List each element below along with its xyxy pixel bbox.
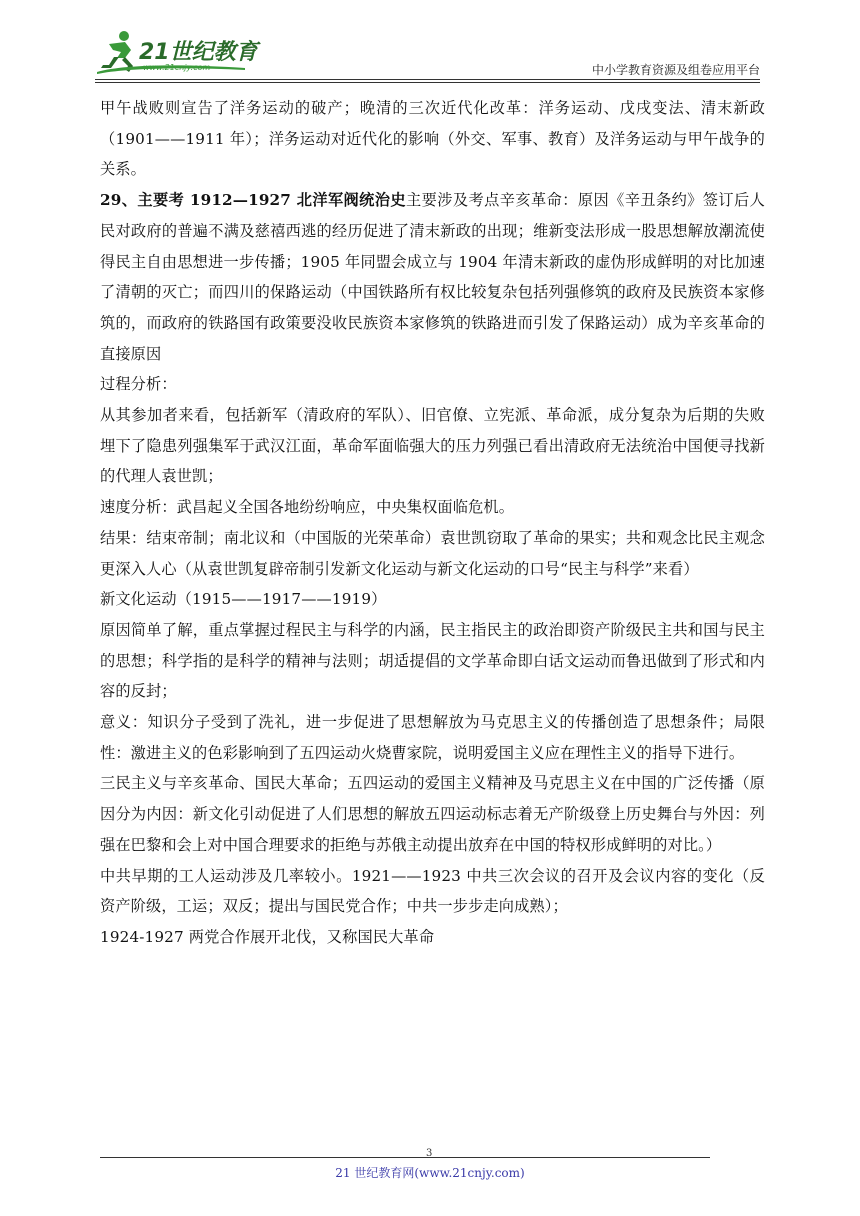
paragraph: 过程分析： bbox=[100, 375, 177, 394]
paragraph: 甲午战败则宣告了洋务运动的破产；晚清的三次近代化改革：洋务运动、戊戌变法、清末新政（1901——1911 年）；洋务运动对近代化的影响（外交、军事、教育）及洋务运动与甲午战争的关系。 bbox=[100, 99, 765, 179]
header-divider bbox=[95, 79, 760, 80]
paragraph: 速度分析：武昌起义全国各地纷纷响应，中央集权面临危机。 bbox=[100, 498, 515, 517]
page-header bbox=[95, 28, 760, 80]
logo-text: 21世纪教育 bbox=[139, 40, 258, 65]
section-heading: 29、主要考 1912—1927 北洋军阀统治史 bbox=[100, 191, 407, 210]
paragraph: 中共早期的工人运动涉及几率较小。1921——1923 中共三次会议的召开及会议内容的变化（反资产阶级，工运；双反；提出与国民党合作；中共一步步走向成熟）； bbox=[100, 866, 765, 916]
page-number: 3 bbox=[426, 1148, 433, 1159]
paragraph: 新文化运动（1915——1917——1919） bbox=[100, 590, 387, 609]
paragraph: 结果：结束帝制；南北议和（中国版的光荣革命）袁世凯窃取了革命的果实；共和观念比民主观念更深入人心（从袁世凯复辟帝制引发新文化运动与新文化运动的口号“民主与科学”来看） bbox=[100, 528, 765, 578]
header-divider-thin bbox=[95, 82, 760, 83]
footer-divider bbox=[100, 1157, 710, 1158]
paragraph: 意义：知识分子受到了洗礼，进一步促进了思想解放为马克思主义的传播创造了思想条件；局限性：激进主义的色彩影响到了五四运动火烧曹家院，说明爱国主义应在理性主义的指导下进行。 bbox=[100, 713, 765, 762]
footer-link[interactable]: 21 世纪教育网(www.21cnjy.com) bbox=[335, 1166, 525, 1180]
header-platform-name: 中小学教育资源及组卷应用平台 bbox=[591, 63, 760, 77]
paragraph-text: 主要涉及考点辛亥革命：原因《辛丑条约》签订后人民对政府的普遍不满及慈禧西逃的经历促进了清末新政的出现；维新变法形成一股思想解放潮流使得民主自由思想进一步传播；1905 年同盟会成立与 1904 年清末新政的虚伪形成鲜明的对比加速了清朝的灭亡；而四川的保路运动（中国铁路所有权比较复杂包括列强修筑的政府及民族资本家修筑的，而政府的铁路国有政策要没收民族资本家修筑的铁路进而引发了保路运动）成为辛亥革命的直接原因 bbox=[100, 191, 765, 363]
logo-url: www.21cnjy.com bbox=[143, 63, 211, 72]
paragraph-section-29 bbox=[100, 185, 765, 369]
paragraph: 原因简单了解，重点掌握过程民主与科学的内涵，民主指民主的政治即资产阶级民主共和国与民主的思想；科学指的是科学的精神与法则；胡适提倡的文学革命即白话文运动而鲁迅做到了形式和内容的反封； bbox=[100, 620, 765, 701]
paragraph: 1924-1927 两党合作展开北伐，又称国民大革命 bbox=[100, 927, 435, 946]
site-logo bbox=[95, 28, 270, 78]
paragraph: 三民主义与辛亥革命、国民大革命；五四运动的爱国主义精神及马克思主义在中国的广泛传播（原因分为内因：新文化引动促进了人们思想的解放五四运动标志着无产阶级登上历史舞台与外因：列强在巴黎和会上对中国合理要求的拒绝与苏俄主动提出放弃在中国的特权形成鲜明的对比。） bbox=[100, 774, 765, 854]
paragraph: 从其参加者来看，包括新军（清政府的军队）、旧官僚、立宪派、革命派，成分复杂为后期的失败埋下了隐患列强集军于武汉江面，革命军面临强大的压力列强已看出清政府无法统治中国便寻找新的代理人袁世凯； bbox=[100, 406, 765, 486]
document-body bbox=[100, 93, 765, 953]
